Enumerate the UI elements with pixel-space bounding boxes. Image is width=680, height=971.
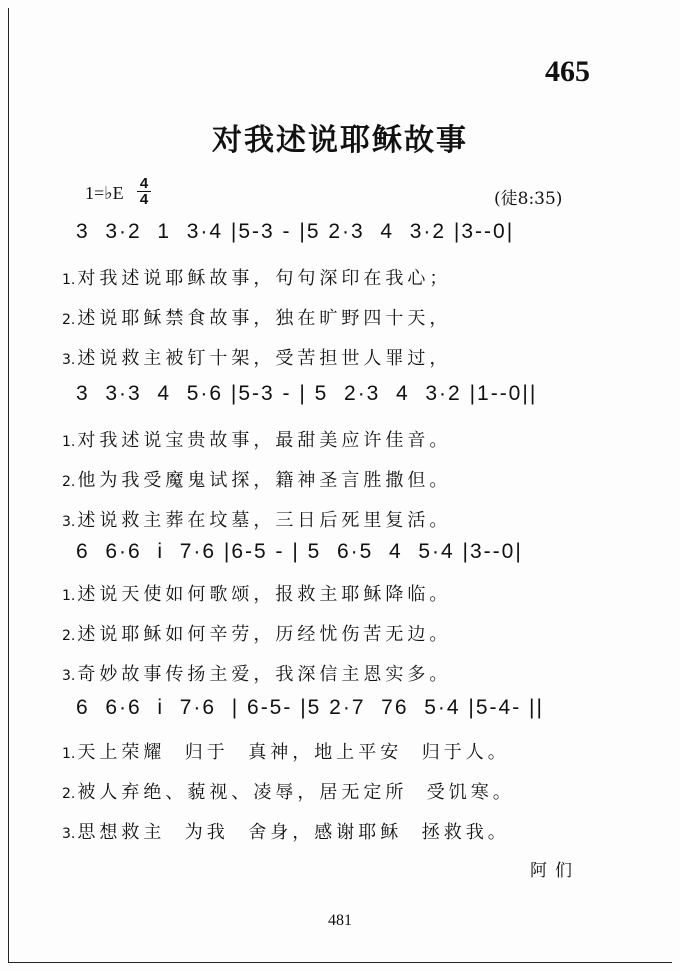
verse-number: 3.: [62, 514, 76, 530]
verse-number: 1.: [62, 434, 76, 450]
lyric-text: 述说耶稣禁食故事，独在旷野四十天，: [77, 308, 452, 329]
lyric-text: 奇妙故事传扬主爱，我深信主恩实多。: [77, 664, 452, 685]
verse-number: 2.: [62, 786, 76, 802]
verse-number: 3.: [62, 668, 76, 684]
lyric-line: [62, 778, 515, 804]
page-number: 481: [328, 912, 352, 929]
time-signature-top: 4: [139, 175, 149, 192]
lyric-line: [62, 344, 451, 370]
verse-number: 2.: [62, 474, 76, 490]
lyric-text: 述说耶稣如何辛劳，历经忧伤苦无边。: [77, 624, 452, 645]
verse-number: 1.: [62, 272, 76, 288]
lyric-text: 思想救主 为我 舍身，感谢耶稣 拯救我。: [77, 822, 510, 843]
key-signature: 1=♭E: [85, 183, 124, 203]
time-signature: [137, 176, 151, 207]
lyric-line: [62, 818, 510, 844]
lyric-line: [62, 426, 451, 452]
notation-line: 3 3·2 1 3·4 |5-3 - |5 2·3 4 3·2 |3--0|: [76, 220, 515, 243]
verse-number: 3.: [62, 826, 76, 842]
notation-line: 6 6·6 i 7·6 |6-5 - | 5 6·5 4 5·4 |3--0|: [76, 540, 523, 563]
lyric-line: [62, 660, 451, 686]
verse-number: 2.: [62, 628, 76, 644]
page-border-bottom: [8, 962, 672, 963]
verse-number: 3.: [62, 352, 76, 368]
lyric-text: 述说救主葬在坟墓，三日后死里复活。: [77, 510, 452, 531]
lyric-text: 述说救主被钉十架，受苦担世人罪过，: [77, 348, 452, 369]
lyric-line: [62, 580, 451, 606]
notation-line: 3 3·3 4 5·6 |5-3 - | 5 2·3 4 3·2 |1--0||: [76, 382, 538, 405]
hymn-title: 对我述说耶稣故事: [212, 123, 468, 158]
lyric-line: [62, 466, 451, 492]
lyric-text: 述说天使如何歌颂，报救主耶稣降临。: [77, 584, 452, 605]
scripture-reference: (徒8:35): [494, 189, 563, 209]
verse-number: 1.: [62, 746, 76, 762]
verse-number: 2.: [62, 312, 76, 328]
lyric-line: [62, 304, 451, 330]
lyric-line: [62, 264, 451, 290]
lyric-text: 被人弃绝、藐视、凌辱，居无定所 受饥寒。: [77, 782, 515, 803]
notation-line: 6 6·6 i 7·6 | 6-5- |5 2·7 76 5·4 |5-4- ||: [76, 696, 544, 719]
lyric-text: 他为我受魔鬼试探，籍神圣言胜撒但。: [77, 470, 452, 491]
amen: 阿们: [530, 861, 580, 881]
verse-number: 1.: [62, 588, 76, 604]
time-signature-bottom: 4: [139, 191, 149, 208]
hymn-number: 465: [545, 55, 590, 88]
lyric-text: 对我述说耶稣故事，句句深印在我心；: [77, 268, 452, 289]
lyric-line: [62, 620, 451, 646]
lyric-text: 天上荣耀 归于 真神，地上平安 归于人。: [77, 742, 510, 763]
lyric-text: 对我述说宝贵故事，最甜美应许佳音。: [77, 430, 452, 451]
lyric-line: [62, 738, 510, 764]
lyric-line: [62, 506, 451, 532]
